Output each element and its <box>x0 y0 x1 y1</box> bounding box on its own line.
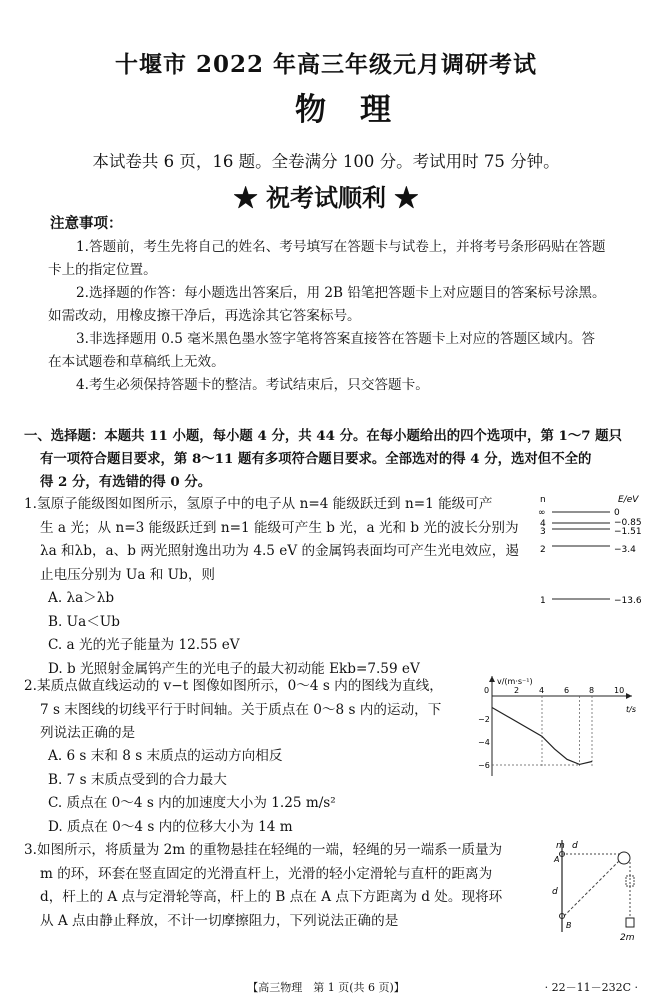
q1-options <box>48 587 420 681</box>
v-axis-arrow <box>489 676 495 682</box>
level-n-inf: ∞ <box>538 508 546 518</box>
x-tick-label: 2 <box>514 686 520 695</box>
q1-option-b: B. Ua＜Ub <box>48 613 120 630</box>
weight-label: 2m <box>620 933 635 943</box>
level-n-4: 4 <box>540 519 546 529</box>
level-n-1: 1 <box>540 596 546 606</box>
level-e-3: −1.51 <box>614 527 642 537</box>
level-e-4: −0.85 <box>614 518 642 528</box>
x-tick-label: 6 <box>564 686 570 695</box>
subject-title: 物理 <box>295 92 425 128</box>
q1-option-c: C. a 光的光子能量为 12.55 eV <box>48 637 240 653</box>
level-e-1: −13.6 <box>614 596 642 606</box>
good-luck-banner: ★ 祝考试顺利 ★ <box>233 183 419 212</box>
page-footer: 【高三物理 第 1 页(共 6 页)】 <box>247 981 405 994</box>
weight-2m <box>626 918 634 927</box>
t-axis-arrow <box>626 693 632 699</box>
q1-option-a: A. λa＞λb <box>48 590 115 606</box>
note-item: 3.非选择题用 0.5 毫米黑色墨水签字笔将答案直接答在答题卡上对应的答题区域内。答在本试题卷和草稿纸上无效。 <box>48 331 596 370</box>
notes-list <box>48 236 608 397</box>
y-tick-label: −2 <box>478 715 490 724</box>
point-a-label: A <box>554 855 560 864</box>
q3-line: 3.如图所示，将质量为 2m 的重物悬挂在轻绳的一端，轻绳的另一端系一质量为 <box>24 842 503 858</box>
note-item: 1.答题前，考生先将自己的姓名、考号填写在答题卡与试卷上，并将考号条形码贴在答题卡上的指定位置。 <box>48 239 606 278</box>
side-distance-label: d <box>552 887 558 897</box>
t-axis-label: t/s <box>626 705 636 714</box>
energy-level-diagram <box>532 490 648 610</box>
q3-line: d，杆上的 A 点与定滑轮等高，杆上的 B 点在 A 点下方距离为 d 处。现将环 <box>40 889 503 905</box>
q1-line: λa 和λb，a、b 两光照射逸出功为 4.5 eV 的金属钨表面均可产生光电效应，遏 <box>40 543 519 559</box>
pulley-icon <box>618 852 630 864</box>
x-tick-label: 0 <box>484 686 490 695</box>
weight-start <box>626 876 634 886</box>
q3-line: m 的环，环套在竖直固定的光滑直杆上，光滑的轻小定滑轮与直杆的距离为 <box>40 865 493 882</box>
question-2-stem <box>24 675 484 746</box>
exam-title: 十堰市 2022 年高三年级元月调研考试 <box>114 51 538 78</box>
exam-info: 本试卷共 6 页，16 题。全卷满分 100 分。考试用时 75 分钟。 <box>92 152 560 171</box>
q2-option-c: C. 质点在 0～4 s 内的加速度大小为 1.25 m/s² <box>48 795 336 811</box>
notes-heading: 注意事项： <box>50 215 123 232</box>
q2-option-a: A. 6 s 末和 8 s 末质点的运动方向相反 <box>48 748 283 764</box>
section-line: 得 2 分，有选错的得 0 分。 <box>40 474 212 490</box>
q2-line: 7 s 末图线的切线平行于时间轴。关于质点在 0～8 s 内的运动，下 <box>40 701 442 718</box>
v-axis-label: v/(m·s⁻¹) <box>497 677 533 686</box>
level-n-3: 3 <box>540 527 546 537</box>
ring-mass-label: m <box>556 841 565 851</box>
note-item: 2.选择题的作答：每小题选出答案后，用 2B 铅笔把答题卡上对应题目的答案标号涂黑。如需改动，用橡皮擦干净后，再选涂其它答案标号。 <box>48 285 606 324</box>
q2-option-d: D. 质点在 0～4 s 内的位移大小为 14 m <box>48 818 293 835</box>
x-tick-label: 10 <box>614 686 625 695</box>
y-tick-label: −6 <box>478 761 490 770</box>
point-b-label: B <box>566 921 572 930</box>
n-axis-label: n <box>540 495 546 505</box>
distance-label: d <box>572 841 578 851</box>
question-3-stem <box>24 839 554 933</box>
section-heading <box>24 425 642 494</box>
q2-option-b: B. 7 s 末质点受到的合力最大 <box>48 771 227 788</box>
level-n-2: 2 <box>540 545 546 555</box>
vt-graph <box>470 672 642 782</box>
q1-line: 1.氢原子能级图如图所示，氢原子中的电子从 n=4 能级跃迁到 n=1 能级可产 <box>24 496 493 512</box>
q1-line: 止电压分别为 Ua 和 Ub，则 <box>40 566 216 583</box>
q3-line: 从 A 点由静止释放，不计一切摩擦阻力，下列说法正确的是 <box>40 912 399 929</box>
q1-option-d: D. b 光照射金属钨产生的光电子的最大初动能 Ekb=7.59 eV <box>48 660 420 677</box>
pulley-diagram <box>548 836 644 946</box>
section-line: 有一项符合题目要求，第 8～11 题有多项符合题目要求。全部选对的得 4 分，选对但不全的 <box>40 451 592 467</box>
energy-axis-label: E/eV <box>618 495 639 505</box>
paper-code: · 22－11－232C · <box>544 981 638 994</box>
q1-line: 生 a 光；从 n=3 能级跃迁到 n=1 能级可产生 b 光，a 光和 b 光的波长分别为 <box>40 519 519 536</box>
level-e-inf: 0 <box>614 508 620 518</box>
section-line: 一、选择题：本题共 11 小题，每小题 4 分，共 44 分。在每小题给出的四个选项中，第 1～7 题只 <box>24 428 622 444</box>
y-tick-label: −4 <box>478 738 490 747</box>
note-item: 4.考生必须保持答题卡的整洁。考试结束后，只交答题卡。 <box>76 377 429 393</box>
q2-line: 列说法正确的是 <box>40 725 136 741</box>
question-1-stem <box>24 493 524 587</box>
x-tick-label: 4 <box>539 686 545 695</box>
x-tick-label: 8 <box>589 686 595 695</box>
level-e-2: −3.4 <box>614 545 636 555</box>
q2-options <box>48 745 336 839</box>
q2-line: 2.某质点做直线运动的 v−t 图像如图所示，0～4 s 内的图线为直线， <box>24 678 443 694</box>
rope <box>564 860 620 916</box>
